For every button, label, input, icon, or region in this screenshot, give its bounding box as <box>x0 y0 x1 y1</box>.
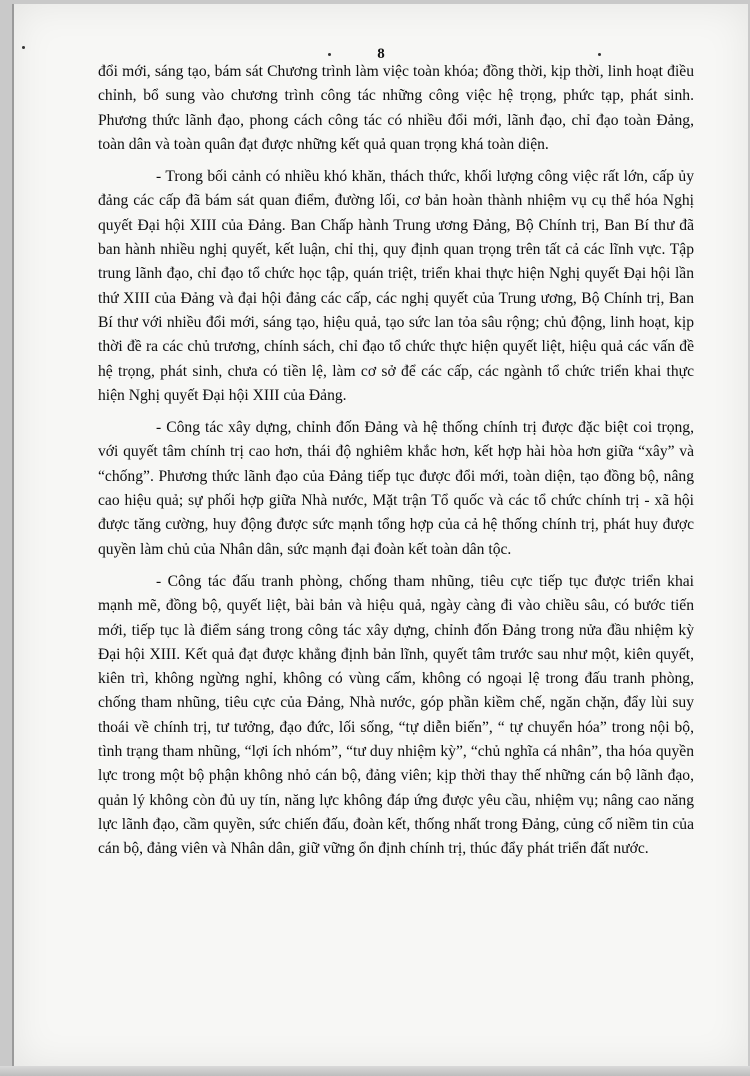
paragraph: - Trong bối cảnh có nhiều khó khăn, thách thức, khối lượng công việc rất lớn, cấp ủy đảng các cấp đã bám sát quan điểm, đường lối, cơ bản hoàn thành nhiệm vụ cụ thể hóa Nghị quyết Đại hội XIII của Đảng. Ban Chấp hành Trung ương Đảng, Bộ Chính trị, Ban Bí thư đã ban hành nhiều nghị quyết, kết luận, chỉ thị, quy định quan trọng trên tất cả các lĩnh vực. Tập trung lãnh đạo, chỉ đạo tổ chức học tập, quán triệt, triển khai thực hiện Nghị quyết Đại hội lần thứ XIII của Đảng và đại hội đảng các cấp, các nghị quyết của Trung ương, Bộ Chính trị, Ban Bí thư với nhiều đổi mới, sáng tạo, hiệu quả, tạo sức lan tỏa sâu rộng; chủ động, linh hoạt, kịp thời đề ra các chủ trương, chính sách, chỉ đạo tổ chức thực hiện quyết liệt, hiệu quả các vấn đề hệ trọng, phát sinh, chưa có tiền lệ, làm cơ sở để các cấp, các ngành tổ chức triển khai thực hiện Nghị quyết Đại hội XIII của Đảng. <box>98 168 694 404</box>
paragraph: - Công tác đấu tranh phòng, chống tham nhũng, tiêu cực tiếp tục được triển khai mạnh mẽ, đồng bộ, quyết liệt, bài bản và hiệu quả, ngày càng đi vào chiều sâu, có bước tiến mới, tiếp tục là điểm sáng trong công tác xây dựng, chỉnh đốn Đảng trong nửa đầu nhiệm kỳ Đại hội XIII. Kết quả đạt được khẳng định bản lĩnh, quyết tâm trước sau như một, kiên quyết, kiên trì, không ngừng nghỉ, không có vùng cấm, không có ngoại lệ trong đấu tranh phòng, chống tham nhũng, tiêu cực của Đảng, Nhà nước, góp phần kiềm chế, ngăn chặn, đẩy lùi suy thoái về chính trị, tư tưởng, đạo đức, lối sống, “tự diễn biến”, “ tự chuyển hóa” trong nội bộ, tình trạng tham nhũng, “lợi ích nhóm”, “tư duy nhiệm kỳ”, “chủ nghĩa cá nhân”, tha hóa quyền lực trong một bộ phận không nhỏ cán bộ, đảng viên; kịp thời thay thế những cán bộ lãnh đạo, quản lý không còn đủ uy tín, năng lực không đáp ứng được yêu cầu, nhiệm vụ; nâng cao năng lực lãnh đạo, cầm quyền, sức chiến đấu, đoàn kết, thống nhất trong Đảng, củng cố niềm tin của cán bộ, đảng viên và Nhân dân, giữ vững ổn định chính trị, thúc đẩy phát triển đất nước. <box>98 572 694 858</box>
page-bottom-edge <box>0 1066 750 1076</box>
page-number: 8 <box>377 46 385 62</box>
paragraph: đổi mới, sáng tạo, bám sát Chương trình làm việc toàn khóa; đồng thời, kịp thời, linh hoạt điều chỉnh, bổ sung vào chương trình công tác những công việc hệ trọng, phức tạp, phát sinh. Phương thức lãnh đạo, phong cách công tác có nhiều đổi mới, lãnh đạo, chỉ đạo toàn Đảng, toàn dân và toàn quân đạt được những kết quả quan trọng khá toàn diện. <box>98 63 694 153</box>
document-body <box>98 60 694 862</box>
paragraph: - Công tác xây dựng, chỉnh đốn Đảng và hệ thống chính trị được đặc biệt coi trọng, với quyết tâm chính trị cao hơn, thái độ nghiêm khắc hơn, kết hợp hài hòa hơn giữa “xây” và “chống”. Phương thức lãnh đạo của Đảng tiếp tục được đổi mới, toàn diện, tạo đồng bộ, nâng cao hiệu quả; sự phối hợp giữa Nhà nước, Mặt trận Tổ quốc và các tổ chức chính trị - xã hội được tăng cường, huy động được sức mạnh tổng hợp của cả hệ thống chính trị, phát huy được quyền làm chủ của Nhân dân, sức mạnh đại đoàn kết toàn dân tộc. <box>98 419 694 558</box>
